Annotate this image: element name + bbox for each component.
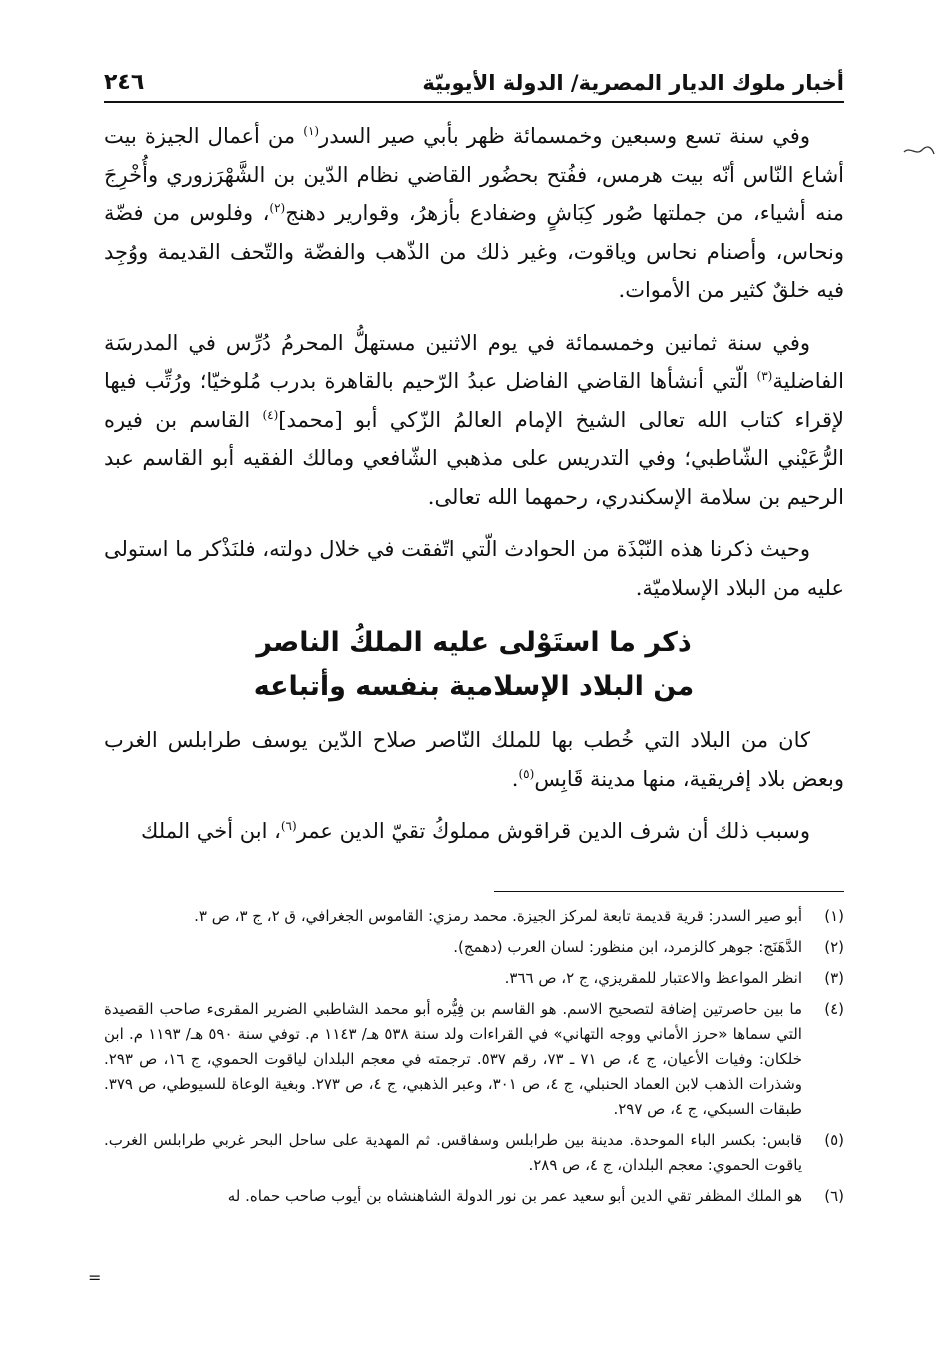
footnote-6: (٦) هو الملك المظفر تقي الدين أبو سعيد عمر بن نور الدولة الشاهنشاه بن أيوب صاحب حماه. له bbox=[227, 1186, 844, 1205]
footnote-ref[interactable]: (٢) bbox=[269, 201, 286, 215]
footnote-2: (٢) الدَّهَنَج: جوهر كالزمرد، ابن منظور: لسان العرب (دهمج). bbox=[453, 937, 844, 956]
page-number: ٢٤٦ bbox=[104, 70, 145, 95]
footnote-ref[interactable]: (٦) bbox=[280, 819, 297, 833]
footnote-4: (٤) ما بين حاصرتين إضافة لتصحيح الاسم. هو القاسم بن فِيُّره أبو محمد الشاطبي الضرير المقرىء صاحب القصيدة التي سماها «حرز الأماني ووجه التهاني» في القراءات ولد سنة ٥٣٨ هـ/ ١١٤٣ م. توفي سنة ٥٩٠ هـ/ ١١٩٣ م. ابن خلكان: وفيات الأعيان، ج ٤، ص ٧١ ـ ٧٣، رقم ٥٣٧. ترجمته في معجم البلدان لياقوت الحموي، ج ١٦، ص ٢٩٣. وشذرات الذهب لابن العماد الحنبلي، ج ٤، ص ٣٠١، وعبر الذهبي، ج ٤، ص ٢٧٣. وبغية الوعاة للسيوطي، ص ٣٧٩. طبقات السبكي، ج ٤، ص ٢٩٧. bbox=[104, 999, 844, 1118]
paragraph-4: كان من البلاد التي خُطب بها للملك النّاصر صلاح الدّين يوسف طرابلس الغرب وبعض بلاد إفريقية، منها مدينة قَابِس$^{(٥)}$. bbox=[104, 728, 844, 791]
heading-line-2: من البلاد الإسلامية بنفسه وأتباعه bbox=[253, 671, 695, 702]
main-text bbox=[104, 117, 844, 851]
heading-line-1: ذكر ما استَوْلى عليه الملكُ الناصر bbox=[256, 627, 692, 658]
section-heading bbox=[104, 621, 844, 709]
running-header bbox=[104, 70, 844, 103]
paragraph-1: وفي سنة تسع وسبعين وخمسمائة ظهر بأبي صير السدر$^{(١)}$ من أعمال الجيزة بيت أشاع النّاس أنّه بيت هرمس، ففُتح بحضُور القاضي نظام الدّين بن الشَّهْرَزوري وأُخْرِجَ منه أشياء، من جملتها صُور كِبَاشٍ وضفادع بأزهرُ، وقوارير دهنج$^{(٢)}$، وفلوس من فضّة ونحاس، وأصنام نحاس وياقوت، وغير ذلك من الذّهب والفضّة والتّحف القديمة ووُجِد فيه خلقٌ كثير من الأموات. bbox=[104, 124, 844, 302]
footnote-5: (٥) قابس: بكسر الباء الموحدة. مدينة بين طرابلس وسفاقس. ثم المهدية على ساحل البحر غربي طرابلس الغرب. ياقوت الحموي: معجم البلدان، ج ٤، ص ٢٨٩. bbox=[104, 1130, 844, 1174]
footnote-1: (١) أبو صير السدر: قرية قديمة تابعة لمركز الجيزة. محمد رمزي: القاموس الجغرافي، ق ٢، ج ٣، ص ٣. bbox=[194, 906, 844, 925]
footnote-ref[interactable]: (٥) bbox=[518, 766, 535, 781]
running-title: أخبار ملوك الديار المصرية/ الدولة الأيوبيّة bbox=[422, 71, 844, 95]
footnote-ref[interactable]: (٤) bbox=[262, 407, 279, 422]
footnote-ref[interactable]: (١) bbox=[303, 124, 320, 138]
margin-scribble-icon bbox=[902, 144, 936, 158]
paragraph-3: وحيث ذكرنا هذه النّبْذَة من الحوادث الّتي اتّفقت في خلال دولته، فلنَذْكر ما استولى عليه من البلاد الإسلاميّة. bbox=[104, 537, 844, 600]
footnote-ref[interactable]: (٣) bbox=[756, 369, 773, 383]
paragraph-2: وفي سنة ثمانين وخمسمائة في يوم الاثنين مستهلُّ المحرمُ دُرِّس في المدرسَة الفاضلية$^{(٣)}$ الّتي أنشأها القاضي الفاضل عبدُ الرّحيم بالقاهرة بدرب مُلوخيّا؛ ورُتِّب فيها لإقراء كتاب الله تعالى الشيخ الإمام العالمُ الزّكي أبو [محمد]$^{(٤)}$ القاسم بن فيره الرُّعَيْني الشّاطبي؛ وفي التدريس على مذهبي الشّافعي ومالك الفقيه أبو القاسم عبد الرحيم بن سلامة الإسكندري، رحمهما الله تعالى. bbox=[104, 330, 844, 509]
footnote-separator bbox=[494, 891, 844, 892]
margin-mark: = bbox=[88, 1268, 102, 1287]
book-page bbox=[104, 70, 844, 1215]
footnote-3: (٣) انظر المواعظ والاعتبار للمقريزي، ج ٢، ص ٣٦٦. bbox=[504, 968, 844, 987]
paragraph-5: وسبب ذلك أن شرف الدين قراقوش مملوكُ تقيّ الدين عمر$^{(٦)}$، ابن أخي الملك bbox=[141, 819, 810, 843]
footnotes bbox=[104, 904, 844, 1209]
